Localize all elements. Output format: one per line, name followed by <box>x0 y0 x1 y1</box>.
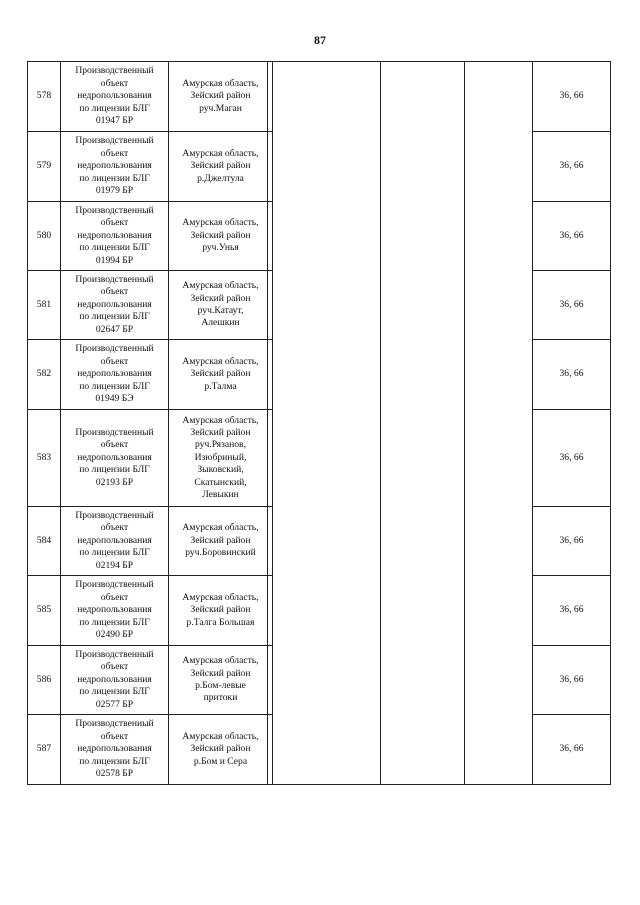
object-line: Производственный <box>75 579 154 591</box>
object-line: по лицензии БЛГ <box>79 686 150 698</box>
value-cell: 36, 66 <box>533 715 611 785</box>
object-line: недропользования <box>77 451 152 463</box>
value-cell: 36, 66 <box>533 340 611 410</box>
location-line: Зейский район <box>190 426 251 438</box>
location-line: руч.Боровинский <box>185 547 256 559</box>
object-line: Производственный <box>75 135 154 147</box>
object-line: недропользования <box>77 368 152 380</box>
object-line: объект <box>100 286 129 298</box>
location-line: Изюбриный, <box>194 451 247 463</box>
object-line: по лицензии БЛГ <box>79 547 150 559</box>
object-line: 02194 БР <box>95 559 134 571</box>
location-line: Зейский район <box>190 667 251 679</box>
object-line: объект <box>100 730 129 742</box>
object-line: по лицензии БЛГ <box>79 102 150 114</box>
row-number: 580 <box>28 202 61 271</box>
location <box>169 62 273 132</box>
divider-line-1 <box>267 61 268 785</box>
object-line: 02577 БР <box>95 698 134 710</box>
row-number: 587 <box>28 715 61 785</box>
object-line: по лицензии БЛГ <box>79 380 150 392</box>
object-description <box>61 271 169 340</box>
object-line: по лицензии БЛГ <box>79 616 150 628</box>
location-line: Зейский район <box>190 534 251 546</box>
object-line: объект <box>100 355 129 367</box>
value-cell: 36, 66 <box>533 410 611 507</box>
table-row <box>28 62 611 132</box>
row-number: 583 <box>28 410 61 507</box>
location-line: Зыковский, <box>197 464 244 476</box>
object-line: объект <box>100 661 129 673</box>
location-line: Зейский район <box>190 292 251 304</box>
object-line: недропользования <box>77 298 152 310</box>
object-line: недропользования <box>77 160 152 172</box>
location <box>169 202 273 271</box>
object-description <box>61 410 169 507</box>
object-line: по лицензии БЛГ <box>79 242 150 254</box>
object-line: объект <box>100 217 129 229</box>
location <box>169 646 273 715</box>
location-line: руч.Маган <box>199 102 242 114</box>
value-cell: 36, 66 <box>533 202 611 271</box>
object-line: 02193 БР <box>95 476 134 488</box>
object-line: по лицензии БЛГ <box>79 172 150 184</box>
row-number: 586 <box>28 646 61 715</box>
location-line: Зейский район <box>190 229 251 241</box>
object-line: Производственный <box>75 65 154 77</box>
object-line: Производственный <box>75 204 154 216</box>
value-cell: 36, 66 <box>533 576 611 646</box>
location-line: Зейский район <box>190 604 251 616</box>
object-line: по лицензии БЛГ <box>79 311 150 323</box>
divider-line-2 <box>380 61 381 785</box>
object-line: Производствениый <box>75 718 154 730</box>
location-line: Левыкин <box>202 489 239 501</box>
location-line: р.Джелтула <box>197 172 244 184</box>
value-cell: 36, 66 <box>533 507 611 576</box>
object-line: 01994 БР <box>95 254 134 266</box>
object-description <box>61 340 169 410</box>
location <box>169 507 273 576</box>
object-line: по лицензии БЛГ <box>79 755 150 767</box>
object-line: объект <box>100 522 129 534</box>
location-line: Амурская область, <box>182 355 259 367</box>
object-line: недропользования <box>77 534 152 546</box>
location-line: Скатынский, <box>194 476 247 488</box>
value-cell: 36, 66 <box>533 646 611 715</box>
location-line: Амурская область, <box>182 591 259 603</box>
object-line: 01949 БЭ <box>95 393 134 405</box>
row-number: 582 <box>28 340 61 410</box>
location-line: Алешкин <box>201 317 240 329</box>
object-line: 01947 БР <box>95 115 134 127</box>
location-line: притоки <box>203 692 238 704</box>
object-line: объект <box>100 77 129 89</box>
page-number: 87 <box>314 33 326 47</box>
object-description <box>61 62 169 132</box>
location-line: р.Бом-левые <box>195 680 246 691</box>
value-cell: 36, 66 <box>533 132 611 202</box>
location-line: Амурская область, <box>182 522 259 534</box>
location <box>169 132 273 202</box>
object-line: недропользования <box>77 90 152 102</box>
object-line: недропользования <box>77 229 152 241</box>
location-line: Зейский район <box>190 160 251 172</box>
object-line: по лицензии БЛГ <box>79 464 150 476</box>
object-line: недропользования <box>77 604 152 616</box>
object-line: 02490 БР <box>95 629 134 641</box>
object-line: Производственный <box>75 273 154 285</box>
object-description <box>61 132 169 202</box>
object-line: 01979 БР <box>95 185 134 197</box>
row-number: 581 <box>28 271 61 340</box>
row-number: 584 <box>28 507 61 576</box>
object-line: недропользования <box>77 743 152 755</box>
object-description <box>61 576 169 646</box>
location <box>169 715 273 785</box>
location <box>169 340 273 410</box>
object-line: 02578 БР <box>95 768 134 780</box>
location-line: руч.Унья <box>202 242 239 254</box>
location-line: Амурская область, <box>182 217 259 229</box>
object-line: Производственный <box>75 343 154 355</box>
location-line: Амурская область, <box>182 730 259 742</box>
location-line: р.Талма <box>204 380 237 392</box>
empty-columns <box>273 62 533 785</box>
object-line: объект <box>100 439 129 451</box>
row-number: 579 <box>28 132 61 202</box>
location-line: Зейский район <box>190 368 251 380</box>
location-line: Амурская область, <box>182 77 259 89</box>
location-line: р.Талга Большая <box>186 616 255 628</box>
object-line: Производственный <box>75 426 154 438</box>
object-line: 02647 БР <box>95 323 134 335</box>
value-cell: 36, 66 <box>533 271 611 340</box>
location-line: Амурская область, <box>182 280 259 292</box>
location-line: Зейский район <box>190 90 251 102</box>
location <box>169 576 273 646</box>
location <box>169 271 273 340</box>
location <box>169 410 273 507</box>
object-line: Производственный <box>75 509 154 521</box>
object-line: объект <box>100 591 129 603</box>
object-description <box>61 202 169 271</box>
row-number: 578 <box>28 62 61 132</box>
object-line: Производственный <box>75 648 154 660</box>
location-line: Зейский район <box>190 743 251 755</box>
row-number: 585 <box>28 576 61 646</box>
location-line: руч.Катаут, <box>197 305 244 316</box>
object-line: недропользования <box>77 673 152 685</box>
object-description <box>61 507 169 576</box>
register-table <box>27 61 611 785</box>
location-line: Амурская область, <box>182 414 259 426</box>
object-line: объект <box>100 147 129 159</box>
object-description <box>61 646 169 715</box>
location-line: Амурская область, <box>182 655 259 667</box>
value-cell: 36, 66 <box>533 62 611 132</box>
location-line: р.Бом и Сера <box>193 755 248 767</box>
location-line: руч.Рязанов, <box>195 439 246 451</box>
location-line: Амурская область, <box>182 147 259 159</box>
divider-line-3 <box>464 61 465 785</box>
object-description <box>61 715 169 785</box>
